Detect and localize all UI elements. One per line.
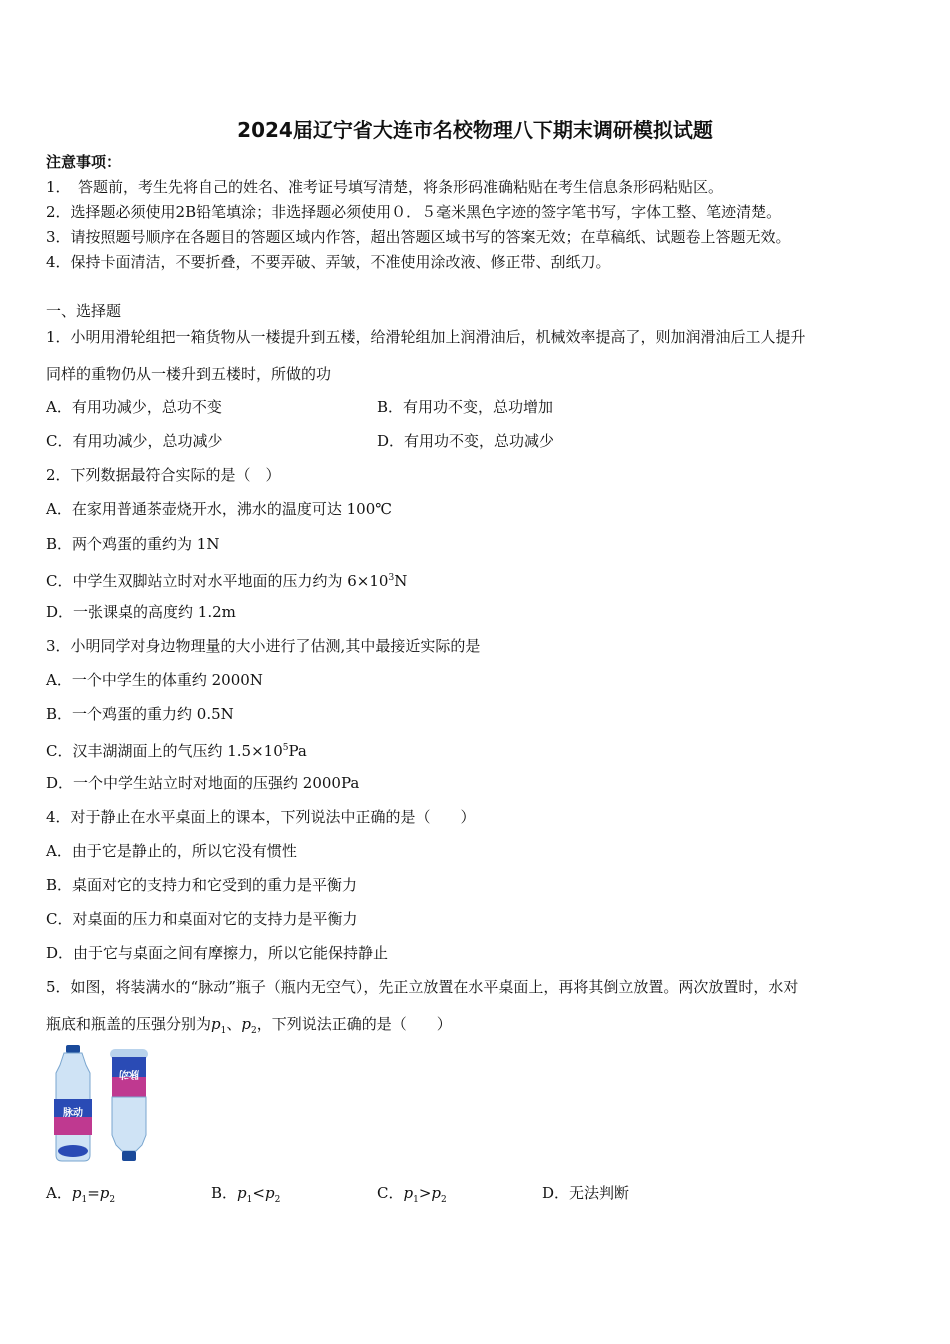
svg-text:脉动: 脉动	[63, 1108, 83, 1119]
q5-option-a: A．$p_1=p_2$	[46, 1184, 116, 1205]
notice-item-4: 4．保持卡面清洁，不要折叠，不要弄破、弄皱，不准使用涂改液、修正带、刮纸刀。	[46, 253, 611, 271]
q2-stem: 2．下列数据最符合实际的是（ ）	[46, 466, 281, 484]
q4-option-d: D．由于它与桌面之间有摩擦力，所以它能保持静止	[46, 944, 389, 962]
q5-option-b: B．$p_1<p_2$	[211, 1184, 281, 1205]
q1-option-c: C．有用功减少，总功减少	[46, 432, 223, 450]
q3-option-b: B．一个鸡蛋的重力约 0.5N	[46, 705, 234, 723]
q5-stem-line2: 瓶底和瓶盖的压强分别为$p_1$、$p_2$，下列说法正确的是（ ）	[46, 1015, 452, 1036]
q4-option-c: C．对桌面的压力和桌面对它的支持力是平衡力	[46, 910, 358, 928]
q1-option-d: D．有用功不变，总功减少	[377, 432, 555, 450]
notice-item-3: 3．请按照题号顺序在各题目的答题区域内作答，超出答题区域书写的答案无效；在草稿纸、试题卷上答题无效。	[46, 228, 791, 246]
bottles-figure	[46, 1043, 158, 1167]
page-title: 2024届辽宁省大连市名校物理八下期末调研模拟试题	[237, 118, 713, 142]
q3-option-a: A．一个中学生的体重约 2000N	[46, 671, 263, 689]
q3-option-c: C．汉丰湖湖面上的气压约 $1.5\times 10^5Pa$	[46, 742, 307, 760]
q3-stem: 3．小明同学对身边物理量的大小进行了估测,其中最接近实际的是	[46, 637, 481, 655]
q5-option-d: D．无法判断	[542, 1184, 630, 1202]
q2-option-c: C．中学生双脚站立时对水平地面的压力约为 $6\times 10^3N$	[46, 572, 408, 590]
q5-option-c: C．$p_1>p_2$	[377, 1184, 447, 1205]
q5-stem-line1: 5．如图，将装满水的“脉动”瓶子（瓶内无空气），先正立放置在水平桌面上，再将其倒立放置。两次放置时，水对	[46, 978, 799, 996]
notice-item-2: 2．选择题必须使用2B铅笔填涂；非选择题必须使用０．５毫米黑色字迹的签字笔书写，字体工整、笔迹清楚。	[46, 203, 782, 221]
q3-option-d: D．一个中学生站立时对地面的压强约 2000Pa	[46, 774, 360, 792]
upright-bottle	[54, 1045, 92, 1161]
q4-option-a: A．由于它是静止的，所以它没有惯性	[46, 842, 297, 860]
q4-stem: 4．对于静止在水平桌面上的课本，下列说法中正确的是（ ）	[46, 808, 476, 826]
q1-stem-line2: 同样的重物仍从一楼升到五楼时，所做的功	[46, 365, 332, 383]
notice-item-1: 1． 答题前，考生先将自己的姓名、准考证号填写清楚，将条形码准确粘贴在考生信息条形码粘贴区。	[46, 178, 724, 196]
q1-option-a: A．有用功减少，总功不变	[46, 398, 222, 416]
q2-option-a: A．在家用普通茶壶烧开水，沸水的温度可达 100℃	[46, 500, 393, 518]
inverted-bottle	[110, 1049, 148, 1161]
svg-text:脉动: 脉动	[119, 1068, 139, 1079]
q4-option-b: B．桌面对它的支持力和它受到的重力是平衡力	[46, 876, 358, 894]
q1-stem-line1: 1．小明用滑轮组把一箱货物从一楼提升到五楼，给滑轮组加上润滑油后，机械效率提高了，则加润滑油后工人提升	[46, 328, 806, 346]
q1-option-b: B．有用功不变，总功增加	[377, 398, 554, 416]
q2-option-d: D．一张课桌的高度约 1.2m	[46, 603, 236, 621]
q2-option-b: B．两个鸡蛋的重约为 1N	[46, 535, 220, 553]
notice-heading: 注意事项：	[46, 153, 122, 171]
section-heading: 一、选择题	[46, 302, 122, 320]
